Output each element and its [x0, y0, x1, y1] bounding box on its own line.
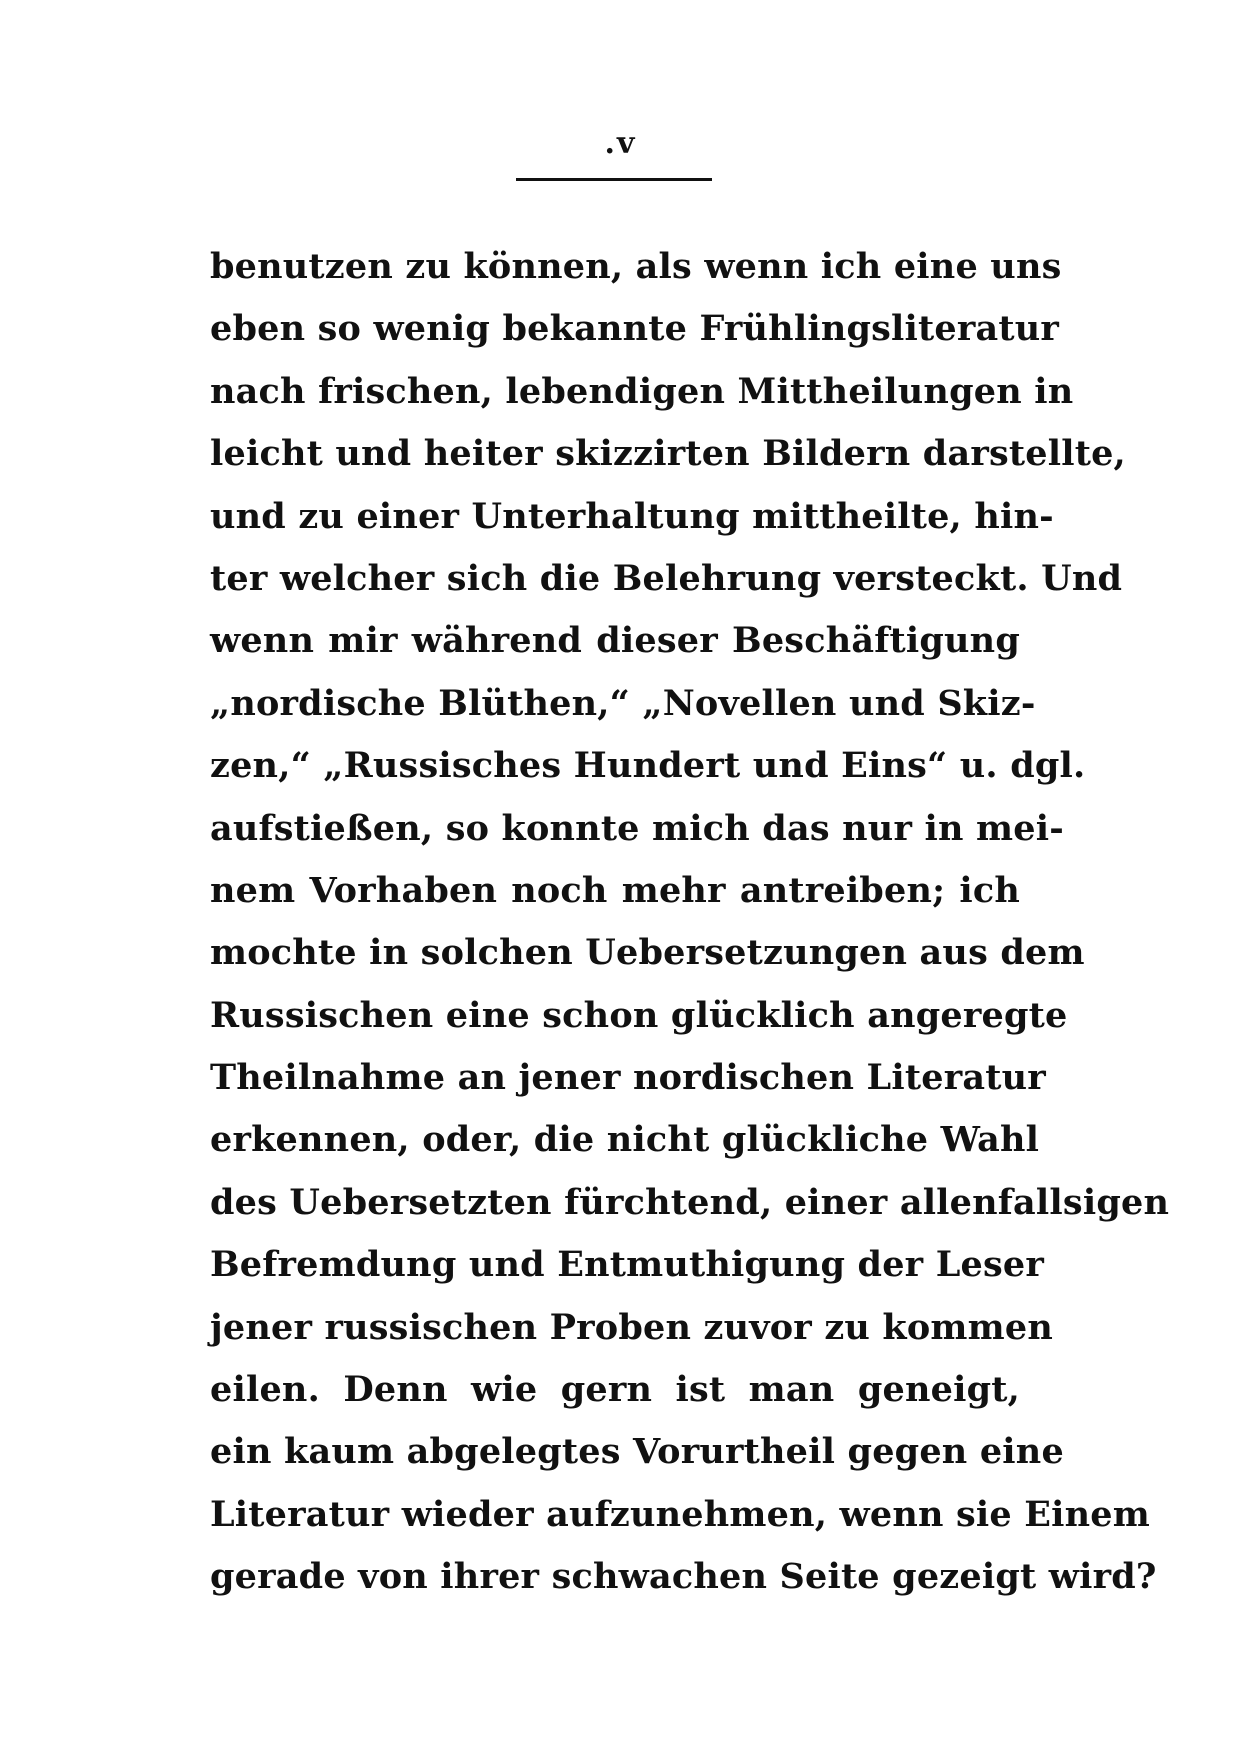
header-rule: [516, 178, 712, 181]
text-line: Russischen eine schon glücklich angeregte: [210, 994, 1068, 1036]
text-line: des Uebersetzten fürchtend, einer allenfallsigen: [210, 1181, 1170, 1223]
text-line: aufstießen, so konnte mich das nur in mei-: [210, 807, 1064, 849]
text-line: erkennen, oder, die nicht glückliche Wahl: [210, 1119, 1040, 1161]
page-number: .v: [604, 126, 637, 161]
text-line: nem Vorhaben noch mehr antreiben; ich: [210, 869, 1020, 911]
body-text: [210, 236, 1170, 1609]
text-line: Befremdung und Entmuthigung der Leser: [210, 1244, 1044, 1286]
text-line: benutzen zu können, als wenn ich eine uns: [210, 246, 1062, 287]
text-line: eilen. Denn wie gern ist man geneigt,: [210, 1369, 1020, 1411]
text-line: nach frischen, lebendigen Mittheilungen in: [210, 370, 1074, 412]
text-line: Literatur wieder aufzunehmen, wenn sie Einem: [210, 1493, 1150, 1535]
text-line: ein kaum abgelegtes Vorurtheil gegen eine: [210, 1431, 1064, 1473]
text-line: leicht und heiter skizzirten Bildern darstellte,: [210, 433, 1126, 475]
text-line: ter welcher sich die Belehrung versteckt. Und: [210, 557, 1123, 599]
text-line: Theilnahme an jener nordischen Literatur: [210, 1057, 1046, 1099]
text-line: wenn mir während dieser Beschäftigung: [210, 620, 1020, 662]
text-line: jener russischen Proben zuvor zu kommen: [210, 1306, 1054, 1348]
text-line: gerade von ihrer schwachen Seite gezeigt wird?: [210, 1556, 1157, 1598]
text-line: zen,“ „Russisches Hundert und Eins“ u. dgl.: [210, 745, 1086, 787]
text-line: eben so wenig bekannte Frühlingsliteratur: [210, 308, 1060, 350]
text-line: und zu einer Unterhaltung mittheilte, hin-: [210, 495, 1054, 537]
text-line: „nordische Blüthen,“ „Novellen und Skiz-: [210, 682, 1036, 724]
text-line: mochte in solchen Uebersetzungen aus dem: [210, 932, 1085, 974]
